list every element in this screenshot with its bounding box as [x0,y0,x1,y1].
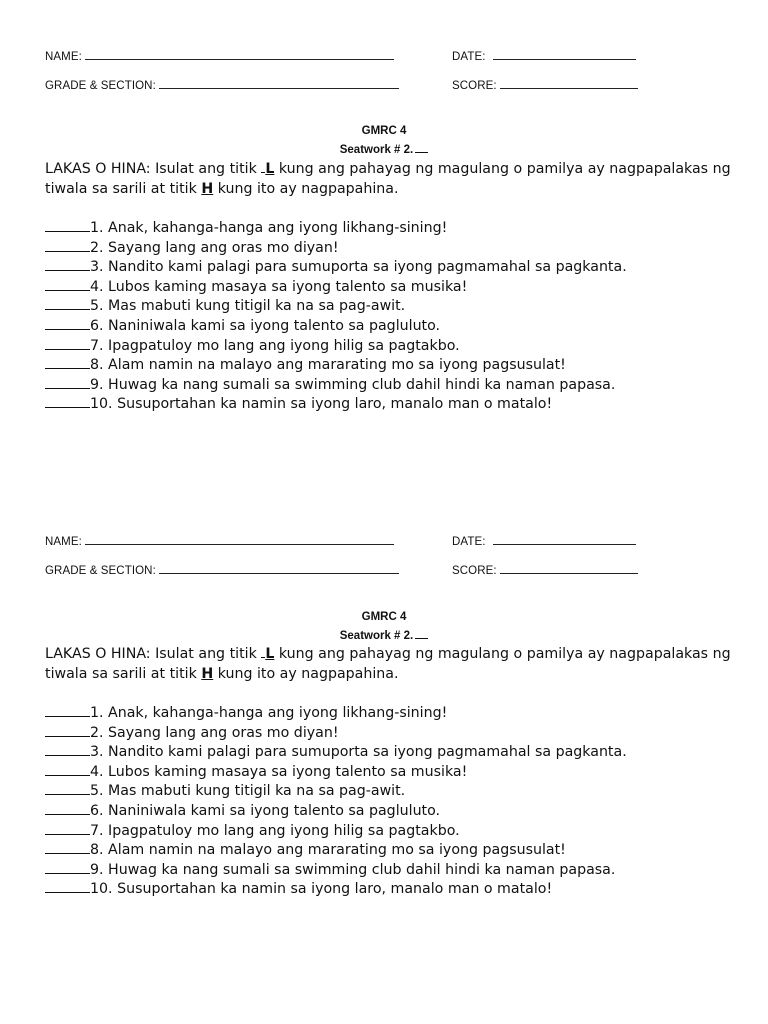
seatwork-label: Seatwork # 2. [339,630,414,642]
item-list [45,219,745,415]
answer-blank[interactable] [45,297,90,310]
item-text: 7. Ipagpatuloy mo lang ang iyong hilig sa pagtakbo. [90,337,460,354]
score-line[interactable] [500,78,638,89]
answer-blank[interactable] [45,861,90,874]
item-text: 2. Sayang lang ang oras mo diyan! [90,724,339,741]
instructions-lead: LAKAS O HINA: Isulat ang titik [45,646,262,662]
date-field[interactable] [452,49,636,63]
list-item [45,880,745,900]
item-text: 4. Lubos kaming masaya sa iyong talento sa musika! [90,278,468,295]
answer-blank[interactable] [45,337,90,350]
score-field[interactable] [452,78,638,92]
answer-blank[interactable] [45,258,90,271]
list-item [45,763,745,783]
seatwork-label: Seatwork # 2. [339,144,414,156]
name-field[interactable] [45,49,394,63]
item-list [45,704,745,900]
name-field[interactable] [45,534,394,548]
answer-blank[interactable] [45,743,90,756]
instructions-lead: LAKAS O HINA: Isulat ang titik [45,161,262,177]
score-label: SCORE: [452,565,497,577]
instructions-mid: kung ang pahayag ng magulang o pamilya ay nagpapalakas ng tiwala sa sarili at titik [45,161,731,197]
grade-section-field[interactable] [45,563,399,577]
name-label: NAME: [45,51,82,63]
item-text: 1. Anak, kahanga-hanga ang iyong likhang-sining! [90,220,448,236]
seatwork-blank [415,629,428,639]
item-text: 6. Naniniwala kami sa iyong talento sa pagluluto. [90,802,441,819]
grade-section-line[interactable] [159,78,399,89]
answer-blank[interactable] [45,317,90,330]
item-text: 9. Huwag ka nang sumali sa swimming club dahil hindi ka naman papasa. [90,376,616,393]
instructions [45,160,745,199]
answer-blank[interactable] [45,239,90,252]
date-label: DATE: [452,51,486,63]
list-item [45,704,745,724]
answer-blank[interactable] [45,704,90,717]
list-item [45,861,745,881]
instructions-mid: kung ang pahayag ng magulang o pamilya ay nagpapalakas ng tiwala sa sarili at titik [45,646,731,682]
item-text: 10. Susuportahan ka namin sa iyong laro, manalo man o matalo! [90,881,553,898]
list-item [45,724,745,744]
grade-section-label: GRADE & SECTION: [45,565,156,577]
list-item [45,278,745,298]
date-line[interactable] [493,534,636,545]
name-line[interactable] [85,534,394,545]
instructions-end: kung ito ay nagpapahina. [213,665,399,682]
date-label: DATE: [452,536,486,548]
score-field[interactable] [452,563,638,577]
answer-blank[interactable] [45,724,90,737]
item-text: 1. Anak, kahanga-hanga ang iyong likhang-sining! [90,705,448,721]
answer-blank[interactable] [45,763,90,776]
answer-blank[interactable] [45,880,90,893]
answer-blank[interactable] [45,782,90,795]
list-item [45,802,745,822]
list-item [45,743,745,763]
key-letter-h: H [201,180,214,197]
worksheet-top [0,0,768,470]
date-line[interactable] [493,49,636,60]
list-item [45,356,745,376]
list-item [45,376,745,396]
list-item [45,822,745,842]
answer-blank[interactable] [45,395,90,408]
key-letter-h: H [201,665,214,682]
name-label: NAME: [45,536,82,548]
list-item [45,395,745,415]
item-text: 8. Alam namin na malayo ang mararating mo sa iyong pagsusulat! [90,357,566,374]
item-text: 5. Mas mabuti kung titigil ka na sa pag-awit. [90,783,406,800]
item-text: 3. Nandito kami palagi para sumuporta sa iyong pagmamahal sa pagkanta. [90,744,627,761]
score-label: SCORE: [452,80,497,92]
item-text: 9. Huwag ka nang sumali sa swimming club dahil hindi ka naman papasa. [90,861,616,878]
seatwork-title [0,143,768,156]
item-text: 7. Ipagpatuloy mo lang ang iyong hilig sa pagtakbo. [90,822,460,839]
seatwork-blank [415,143,428,153]
answer-blank[interactable] [45,841,90,854]
date-field[interactable] [452,534,636,548]
item-text: 8. Alam namin na malayo ang mararating mo sa iyong pagsusulat! [90,842,566,859]
item-text: 10. Susuportahan ka namin sa iyong laro, manalo man o matalo! [90,396,553,413]
item-text: 2. Sayang lang ang oras mo diyan! [90,239,339,256]
worksheet-bottom [0,486,768,956]
answer-blank[interactable] [45,356,90,369]
item-text: 5. Mas mabuti kung titigil ka na sa pag-awit. [90,298,406,315]
list-item [45,782,745,802]
list-item [45,297,745,317]
subject-title: GMRC 4 [361,125,407,137]
list-item [45,219,745,239]
answer-blank[interactable] [45,219,90,232]
score-line[interactable] [500,563,638,574]
item-text: 4. Lubos kaming masaya sa iyong talento sa musika! [90,763,468,780]
answer-blank[interactable] [45,822,90,835]
answer-blank[interactable] [45,376,90,389]
item-text: 3. Nandito kami palagi para sumuporta sa iyong pagmamahal sa pagkanta. [90,259,627,276]
grade-section-label: GRADE & SECTION: [45,80,156,92]
key-letter-l: L [265,161,275,177]
seatwork-title [0,629,768,642]
instructions-end: kung ito ay nagpapahina. [213,180,399,197]
list-item [45,317,745,337]
list-item [45,239,745,259]
instructions [45,645,745,684]
answer-blank[interactable] [45,278,90,291]
list-item [45,337,745,357]
subject-title: GMRC 4 [361,611,407,623]
grade-section-line[interactable] [159,563,399,574]
grade-section-field[interactable] [45,78,399,92]
key-letter-l: L [265,646,275,662]
list-item [45,841,745,861]
item-text: 6. Naniniwala kami sa iyong talento sa pagluluto. [90,317,441,334]
list-item [45,258,745,278]
answer-blank[interactable] [45,802,90,815]
name-line[interactable] [85,49,394,60]
